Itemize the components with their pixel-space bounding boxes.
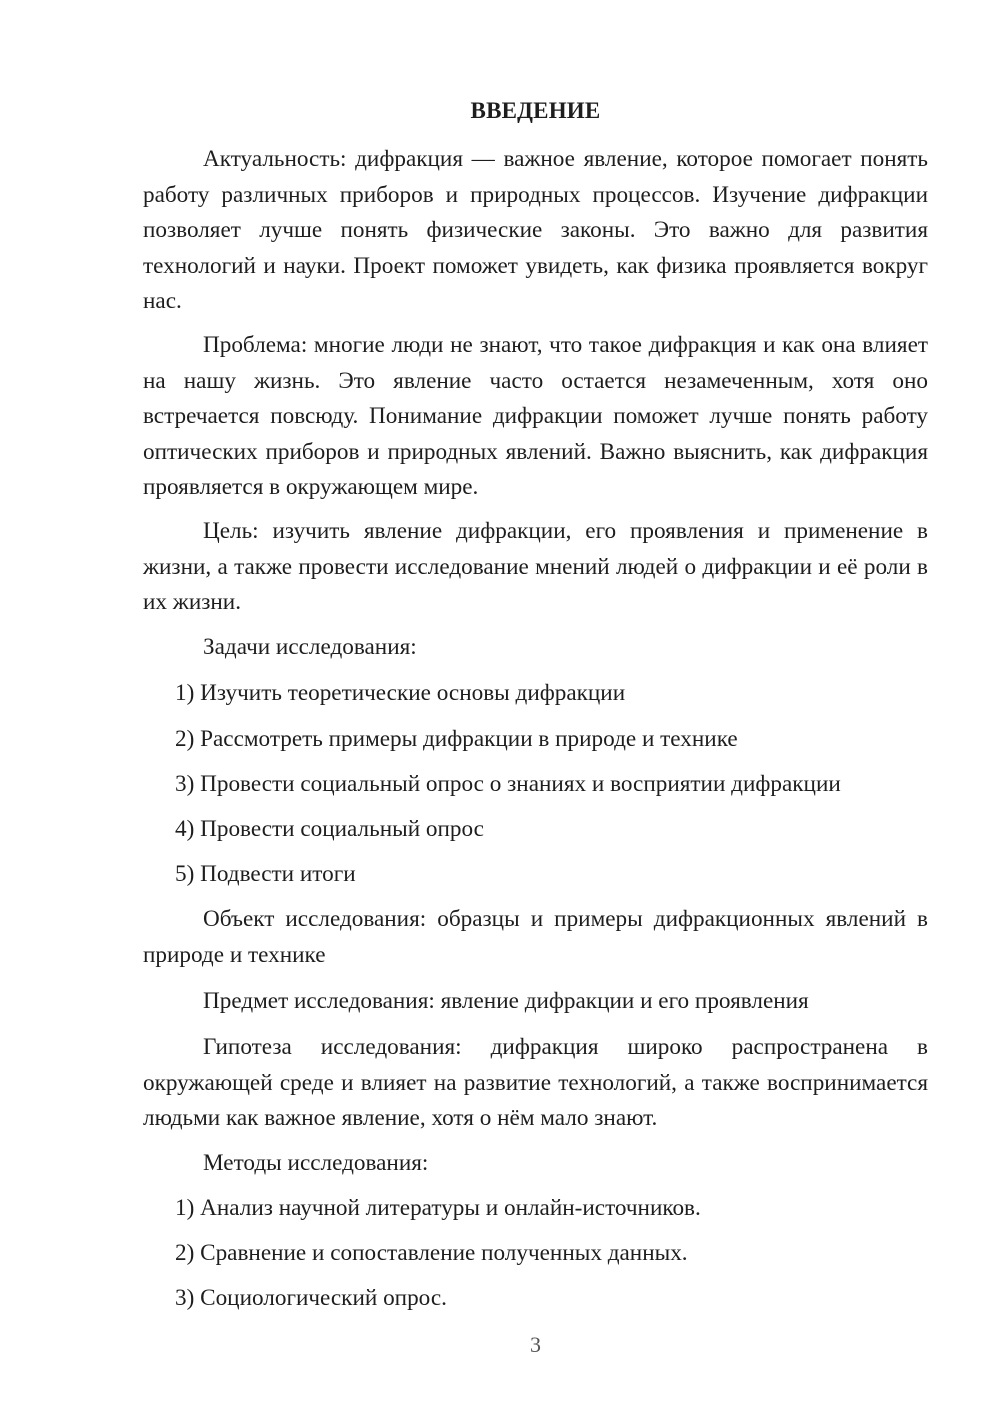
methods-heading: Методы исследования: [203, 1150, 429, 1176]
goal-paragraph: Цель: изучить явление дифракции, его проявления и применение в жизни, а также провести исследование мнений людей о дифракции и её роли в их жизни. [143, 518, 928, 615]
document-page [143, 0, 928, 1414]
method-item: 2) Сравнение и сопоставление полученных данных. [175, 1240, 688, 1266]
task-item: 3) Провести социальный опрос о знаниях и восприятии дифракции [175, 771, 841, 797]
problem-paragraph: Проблема: многие люди не знают, что такое дифракция и как она влияет на нашу жизнь. Это явление часто остается незамеченным, хотя оно встречается повсюду. Понимание дифракции поможет лучше понять работу оптических приборов и природных явлений. Важно выяснить, как дифракция проявляется в окружающем мире. [143, 332, 928, 500]
object-paragraph: Объект исследования: образцы и примеры дифракционных явлений в природе и технике [143, 906, 928, 968]
subject-paragraph: Предмет исследования: явление дифракции и его проявления [203, 988, 809, 1014]
method-item: 1) Анализ научной литературы и онлайн-источников. [175, 1195, 701, 1221]
task-item: 5) Подвести итоги [175, 861, 356, 887]
task-item: 4) Провести социальный опрос [175, 816, 484, 842]
section-title: ВВЕДЕНИЕ [470, 98, 601, 123]
relevance-paragraph: Актуальность: дифракция — важное явление, которое помогает понять работу различных приборов и природных процессов. Изучение дифракции позволяет лучше понять физические законы. Это важно для развития технологий и науки. Проект поможет увидеть, как физика проявляется вокруг нас. [143, 146, 928, 314]
page-number: 3 [530, 1332, 541, 1357]
tasks-heading: Задачи исследования: [203, 634, 417, 660]
task-item: 2) Рассмотреть примеры дифракции в природе и технике [175, 726, 738, 752]
task-item: 1) Изучить теоретические основы дифракции [175, 680, 626, 706]
method-item: 3) Социологический опрос. [175, 1285, 447, 1311]
hypothesis-paragraph: Гипотеза исследования: дифракция широко распространена в окружающей среде и влияет на развитие технологий, а также воспринимается людьми как важное явление, хотя о нём мало знают. [143, 1034, 928, 1131]
